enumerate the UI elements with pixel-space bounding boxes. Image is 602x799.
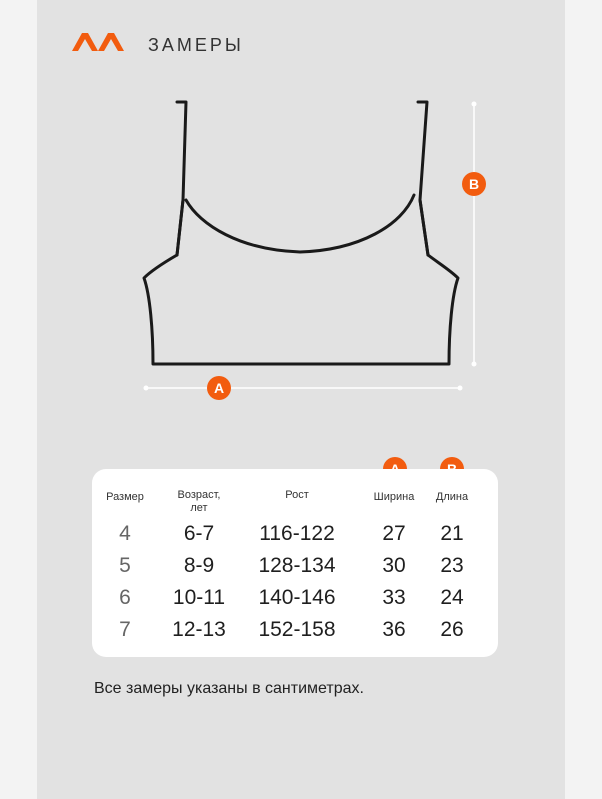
header-age <box>162 489 236 515</box>
table-cell-size: 4 <box>119 522 131 545</box>
table-cell-width: 27 <box>382 522 406 545</box>
table-cell-size: 5 <box>119 554 131 577</box>
table-cell-size: 6 <box>119 586 131 609</box>
table-cell-width: 33 <box>382 586 406 609</box>
table-cell-height: 140-146 <box>258 586 336 609</box>
header-size: Размер <box>106 491 144 503</box>
header-width: Ширина <box>373 491 415 503</box>
table-cell-length: 21 <box>440 522 464 545</box>
table-cell-length: 24 <box>440 586 464 609</box>
table-cell-age: 12-13 <box>172 618 226 641</box>
table-cell-height: 152-158 <box>258 618 336 641</box>
header-age-line2: лет <box>190 502 208 514</box>
table-cell-height: 116-122 <box>259 522 335 545</box>
table-cell-age: 6-7 <box>183 522 215 545</box>
table-cell-length: 26 <box>440 618 464 641</box>
header-height: Рост <box>285 489 309 501</box>
table-cell-width: 30 <box>382 554 406 577</box>
size-table <box>92 469 498 657</box>
table-cell-size: 7 <box>119 618 131 641</box>
length-marker: B <box>462 172 486 196</box>
table-cell-width: 36 <box>382 618 406 641</box>
page-title: ЗАМЕРЫ <box>148 35 244 55</box>
table-cell-age: 10-11 <box>172 586 226 609</box>
width-marker: A <box>207 376 231 400</box>
table-cell-length: 23 <box>440 554 464 577</box>
header-age-line1: Возраст, <box>177 489 221 501</box>
table-cell-height: 128-134 <box>258 554 336 577</box>
footer-note: Все замеры указаны в сантиметрах. <box>94 680 364 697</box>
table-cell-age: 8-9 <box>183 554 215 577</box>
header-length: Длина <box>435 491 469 503</box>
